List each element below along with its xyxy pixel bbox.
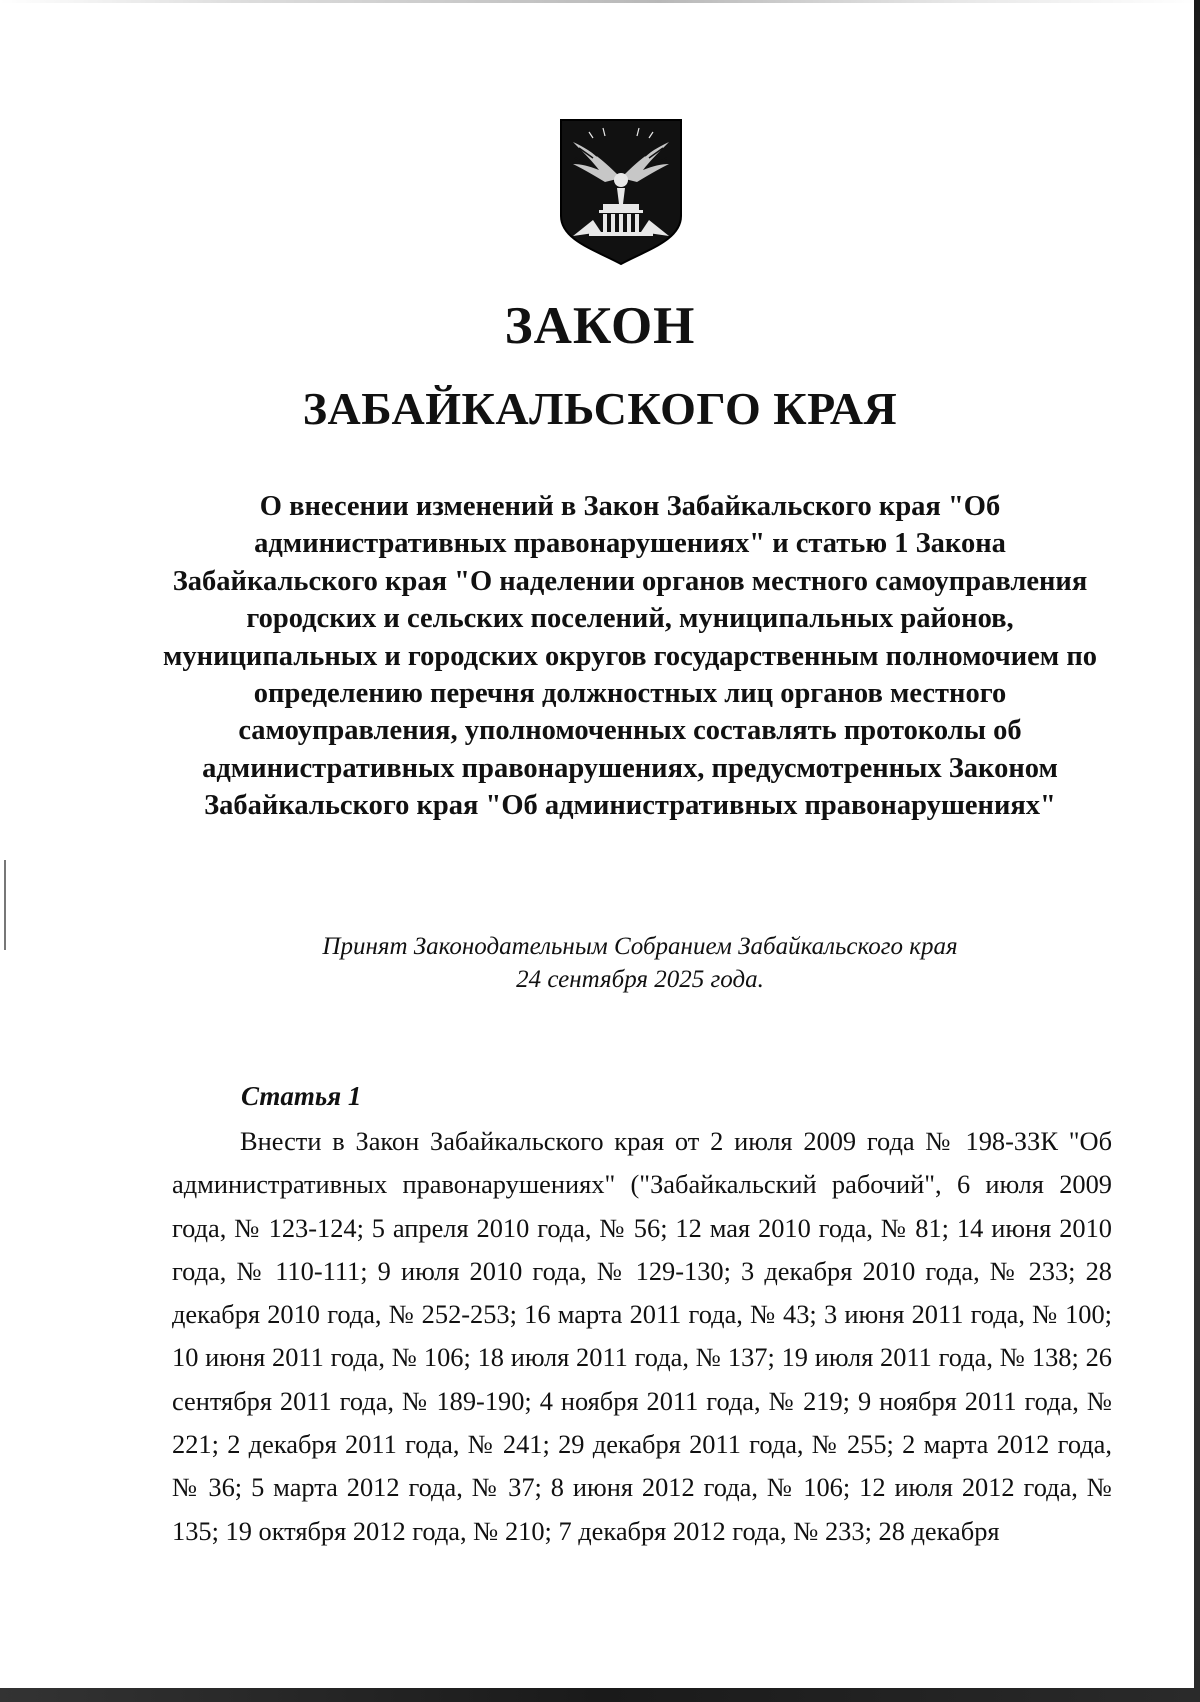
law-title: ЗАКОН (504, 297, 696, 355)
adoption-date-line: 24 сентября 2025 года. (516, 966, 764, 993)
adoption-note (240, 930, 1040, 996)
scan-mark-left (4, 860, 6, 950)
scan-edge-top (0, 0, 1200, 3)
article-title: Статья 1 (241, 1081, 362, 1111)
scan-edge-right (1194, 0, 1200, 1702)
law-heading: О внесении изменений в Закон Забайкальского края "Об административных правонарушениях" и статью 1 Закона Забайкальского края "О наделении органов местного самоуправления городских и сельских поселений, муниципальных районов, муниципальных и городских округов государственным полномочием по определению перечня должностных лиц органов местного самоуправления, уполномоченных составлять протоколы об административных правонарушениях, предусмотренных Законом Забайкальского края "Об административных правонарушениях" (162, 491, 1097, 822)
law-region-title: ЗАБАЙКАЛЬСКОГО КРАЯ (302, 383, 898, 434)
article-body-text: Внести в Закон Забайкальского края от 2 июля 2009 года № 198-ЗЗК "Об административных правонарушениях" ("Забайкальский рабочий", 6 июля 2009 года, № 123-124; 5 апреля 2010 года, № 56; 12 мая 2010 года, № 81; 14 июня 2010 года, № 110-111; 9 июля 2010 года, № 129-130; 3 декабря 2010 года, № 233; 28 декабря 2010 года, № 252-253; 16 марта 2011 года, № 43; 3 июня 2011 года, № 100; 10 июня 2011 года, № 106; 18 июля 2011 года, № 137; 19 июля 2011 года, № 138; 26 сентября 2011 года, № 189-190; 4 ноября 2011 года, № 219; 9 ноября 2011 года, № 221; 2 декабря 2011 года, № 241; 29 декабря 2011 года, № 255; 2 марта 2012 года, № 36; 5 марта 2012 года, № 37; 8 июня 2012 года, № 106; 12 июля 2012 года, № 135; 19 октября 2012 года, № 210; 7 декабря 2012 года, № 233; 28 декабря (172, 1126, 1112, 1546)
scan-edge-bottom (0, 1688, 1200, 1702)
adoption-body-line: Принят Законодательным Собранием Забайкальского края (322, 933, 958, 960)
coat-of-arms-icon (559, 118, 683, 266)
